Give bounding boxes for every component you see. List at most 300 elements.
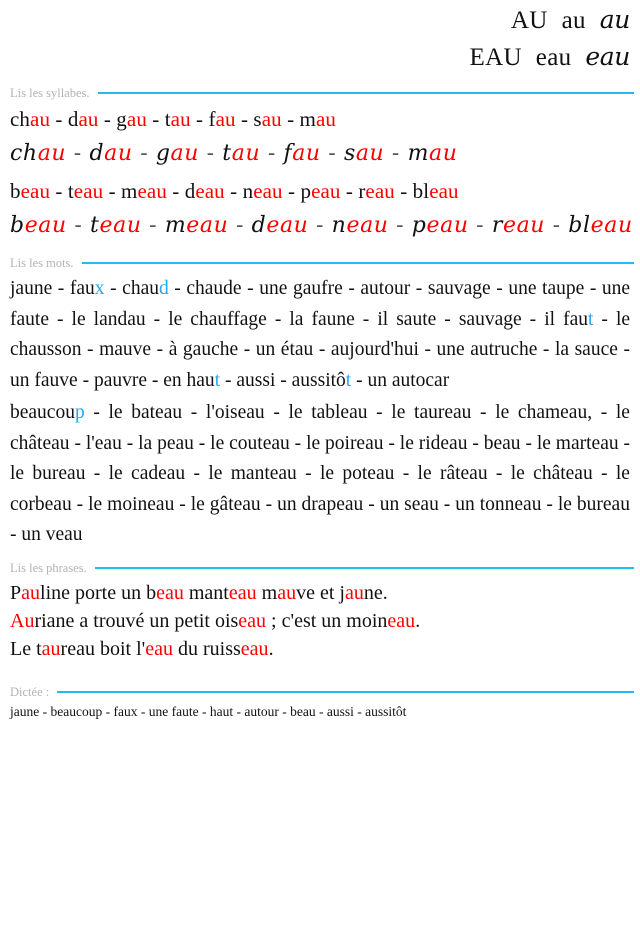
syllable xyxy=(116,107,147,131)
word xyxy=(88,494,174,515)
sentence-text: Le t xyxy=(10,637,42,660)
syllable-rime: au xyxy=(292,141,321,166)
syllable xyxy=(253,107,281,131)
syllable-onset: f xyxy=(208,107,216,131)
sentences-content xyxy=(6,579,634,663)
word-stem: l'oiseau xyxy=(205,402,265,423)
syllable-rime: au xyxy=(78,107,99,131)
separator: - xyxy=(282,179,301,203)
separator: - xyxy=(545,213,569,238)
syllable-rime: eau xyxy=(426,213,469,238)
word xyxy=(320,463,394,484)
syllable xyxy=(408,141,458,166)
word xyxy=(10,278,52,299)
syllable xyxy=(243,179,283,203)
word-stem: aujourd'hui xyxy=(330,339,419,360)
syllable-block-eau xyxy=(6,176,634,246)
word-stem: sauvage xyxy=(427,278,491,299)
word-stem: le château xyxy=(10,402,630,454)
syllable-rime: eau xyxy=(346,213,389,238)
word-stem: pauvre xyxy=(93,369,147,391)
word-stem: fau xyxy=(69,278,95,299)
sentence-text: m xyxy=(256,581,278,604)
grapheme-highlight: eau xyxy=(228,581,257,604)
word-stem: le bureau xyxy=(557,493,630,515)
word xyxy=(21,524,82,545)
header-row-au xyxy=(6,2,630,39)
word-stem: une autruche xyxy=(436,339,538,360)
syllable-rime: eau xyxy=(253,179,283,203)
syllable-rime: eau xyxy=(195,179,225,203)
word xyxy=(360,278,410,299)
syllable-onset: s xyxy=(253,107,262,131)
word-stem: le manteau xyxy=(208,463,297,484)
word xyxy=(495,402,592,423)
syllable xyxy=(568,213,632,238)
sentence-text: P xyxy=(10,581,22,604)
syllable-onset: t xyxy=(222,141,232,166)
word-stem: mauve xyxy=(99,339,152,360)
syllable-onset: d xyxy=(67,107,79,131)
word xyxy=(558,494,630,515)
syllable-row-au-cursive xyxy=(6,134,634,174)
separator: - xyxy=(146,107,165,131)
syllable-onset: m xyxy=(407,141,430,166)
word xyxy=(306,433,383,454)
separator: - xyxy=(260,141,284,166)
word-stem: une taupe xyxy=(508,278,585,299)
word-stem: il saute xyxy=(377,308,437,330)
syllable xyxy=(165,213,229,238)
word xyxy=(99,339,151,360)
separator: - xyxy=(166,179,185,203)
grapheme-highlight: eau xyxy=(240,637,269,660)
section-rule-dictation xyxy=(57,691,634,693)
silent-letter: t xyxy=(214,369,221,391)
syllable-block-au xyxy=(6,104,634,174)
separator: - xyxy=(281,107,300,131)
word-list-eau: beaucoup - le bateau - l'oiseau - le tableau - le taureau - le chameau, - le château - l'eau - la peau - le couteau - le poireau - le rideau - beau - le marteau - le bureau - le cadeau - le manteau - le poteau - le râteau - le château - le corbeau - le moineau - le gâteau - un drapeau - un seau - un tonneau - le bureau - un veau xyxy=(10,402,630,545)
word xyxy=(288,402,367,423)
separator: - xyxy=(50,179,68,203)
syllable xyxy=(413,179,459,203)
separator: - xyxy=(103,179,122,203)
syllable-onset: r xyxy=(358,179,366,203)
separator: - xyxy=(98,107,117,131)
syllable-onset: ch xyxy=(10,141,38,166)
header-row-eau xyxy=(6,39,630,76)
syllable-onset: s xyxy=(343,141,356,166)
syllable-onset: p xyxy=(411,213,427,238)
word xyxy=(418,463,488,484)
word-stem: le bureau xyxy=(10,463,86,484)
syllable-rime: au xyxy=(215,107,236,131)
syllable-rime: eau xyxy=(20,179,51,203)
syllables-content xyxy=(6,104,634,246)
syllable-rime: au xyxy=(315,107,336,131)
section-header-syllables xyxy=(6,86,634,100)
word xyxy=(10,463,85,484)
word-stem: le chameau xyxy=(495,402,588,423)
sentence-text: mant xyxy=(183,581,229,604)
word xyxy=(428,278,491,299)
syllable xyxy=(185,179,225,203)
word-stem: le tableau xyxy=(288,402,368,423)
separator: - xyxy=(224,179,243,203)
word-stem: chaude xyxy=(186,278,242,299)
syllable xyxy=(222,141,260,166)
syllable-rime: eau xyxy=(311,179,341,203)
word xyxy=(555,339,618,360)
grapheme-header xyxy=(6,0,634,76)
silent-letter: t xyxy=(345,369,352,391)
syllable xyxy=(10,141,66,166)
word xyxy=(109,402,183,423)
syllable-onset: m xyxy=(164,213,187,238)
silent-letter: p xyxy=(74,402,85,423)
section-label-sentences: Lis les phrases. xyxy=(10,560,87,575)
dictation-word: jaune xyxy=(10,703,40,719)
section-label-dictation: Dictée : xyxy=(10,684,50,699)
syllable xyxy=(300,179,340,203)
syllable xyxy=(165,107,191,131)
syllable-onset: m xyxy=(121,179,138,203)
word-stem: un seau xyxy=(379,493,439,515)
separator: - xyxy=(190,107,209,131)
word xyxy=(94,370,147,391)
word xyxy=(86,433,122,454)
grapheme-highlight: eau xyxy=(387,609,416,632)
syllable-rime: au xyxy=(37,141,67,166)
word xyxy=(206,402,265,423)
word xyxy=(292,370,352,391)
syllable-onset: t xyxy=(67,179,74,203)
syllable-rime: au xyxy=(429,141,458,166)
sentence-text: riane a trouvé un petit ois xyxy=(34,609,239,632)
separator: - xyxy=(394,179,413,203)
word-stem: le gâteau xyxy=(190,493,261,515)
syllable-onset: bl xyxy=(412,179,430,203)
syllable xyxy=(300,107,336,131)
separator: - xyxy=(235,107,254,131)
syllable-onset: t xyxy=(90,213,100,238)
syllable xyxy=(90,213,142,238)
sentence-text: . xyxy=(268,637,274,660)
section-header-dictation xyxy=(6,685,634,699)
grapheme-highlight: au xyxy=(277,581,297,604)
word-punctuation: , xyxy=(587,402,593,423)
dictation-word: haut xyxy=(209,703,234,719)
grapheme-highlight: au xyxy=(41,637,61,660)
separator: - xyxy=(384,141,408,166)
word-stem: le taureau xyxy=(391,402,472,423)
word xyxy=(484,433,521,454)
word-stem: le poireau xyxy=(306,432,384,454)
word-stem: le marteau xyxy=(536,432,619,454)
syllable-onset: ch xyxy=(10,107,31,131)
word xyxy=(169,339,238,360)
header-eau-uppercase: EAU xyxy=(469,44,522,71)
word xyxy=(122,278,169,299)
word-stem: en hau xyxy=(163,369,215,391)
syllable-rime: eau xyxy=(73,179,104,203)
grapheme-highlight: eau xyxy=(156,581,184,604)
syllable-rime: eau xyxy=(590,213,633,238)
word-list-au: jaune - faux - chaud - chaude - une gaufre - autour - sauvage - une taupe - une faute - le landau - le chauffage - la faune - il saute - sauvage - il faut - le chausson - mauve - à gauche - un étau - aujourd'hui - une autruche - la sauce - un fauve - pauvre - en haut - aussi - aussitôt - un autocar xyxy=(10,278,631,391)
dictation-word: beau xyxy=(290,703,316,719)
syllable-rime: au xyxy=(170,141,200,166)
word xyxy=(109,463,186,484)
syllable-rime: eau xyxy=(186,213,229,238)
section-rule-words xyxy=(82,262,634,264)
dictation-word: aussitôt xyxy=(365,703,407,719)
grapheme-highlight: Au xyxy=(10,609,35,632)
syllable-onset: t xyxy=(164,107,171,131)
word-stem: la sauce xyxy=(554,339,618,360)
word-stem: le cadeau xyxy=(108,463,186,484)
words-content xyxy=(6,274,634,551)
header-eau-lowercase: eau xyxy=(535,44,572,71)
word-stem: un fauve xyxy=(10,369,78,391)
word-stem: beau xyxy=(483,432,521,454)
word-stem: le râteau xyxy=(417,463,488,484)
syllable-onset: d xyxy=(89,141,105,166)
syllable xyxy=(68,179,103,203)
syllable xyxy=(10,213,67,238)
word-stem: il fau xyxy=(544,308,588,330)
word-stem: le château xyxy=(510,463,593,484)
syllable-rime: au xyxy=(170,107,191,131)
syllable xyxy=(344,141,384,166)
syllable xyxy=(121,179,167,203)
separator: - xyxy=(50,107,68,131)
syllable-onset: f xyxy=(283,141,293,166)
word-stem: une gaufre xyxy=(259,278,343,299)
word xyxy=(331,339,419,360)
header-eau-cursive: eau xyxy=(585,42,630,71)
word xyxy=(72,309,146,330)
word-stem: la peau xyxy=(138,432,194,454)
section-header-sentences xyxy=(6,561,634,575)
grapheme-highlight: eau xyxy=(238,609,267,632)
sentence-text: line porte un b xyxy=(40,581,157,604)
sentence-text: ne. xyxy=(363,581,388,604)
syllable xyxy=(492,213,545,238)
word xyxy=(10,402,85,423)
silent-letter: x xyxy=(94,278,105,299)
word-stem: le bateau xyxy=(108,402,183,423)
syllable-onset: d xyxy=(251,213,267,238)
syllable-onset: n xyxy=(331,213,347,238)
word xyxy=(208,463,296,484)
sentence-text: du ruiss xyxy=(173,637,241,660)
syllable xyxy=(68,107,99,131)
silent-letter: d xyxy=(158,278,169,299)
word xyxy=(191,494,261,515)
word-stem: autour xyxy=(360,278,411,299)
word-stem: un tonneau xyxy=(455,493,542,515)
word-stem: le chausson xyxy=(10,308,631,360)
sentence-text: reau boit l' xyxy=(60,637,146,660)
separator: - xyxy=(308,213,332,238)
word-stem: un drapeau xyxy=(277,493,364,515)
syllable-rime: au xyxy=(261,107,282,131)
syllable xyxy=(89,141,132,166)
syllable-rime: eau xyxy=(99,213,142,238)
word xyxy=(391,402,471,423)
syllable xyxy=(283,141,320,166)
syllable-row-eau-print xyxy=(6,176,634,206)
word xyxy=(277,494,363,515)
syllable-onset: b xyxy=(10,179,21,203)
syllable-onset: g xyxy=(116,107,127,131)
silent-letter: t xyxy=(587,308,594,330)
sentence-text: . xyxy=(415,609,421,632)
syllable-onset: n xyxy=(242,179,254,203)
header-au-cursive: au xyxy=(599,5,630,34)
separator: - xyxy=(141,213,165,238)
section-label-syllables: Lis les syllabes. xyxy=(10,86,90,100)
syllable-rime: eau xyxy=(24,213,67,238)
separator: - xyxy=(228,213,252,238)
word xyxy=(10,370,78,391)
section-rule-sentences xyxy=(95,567,634,569)
word xyxy=(380,494,439,515)
word xyxy=(163,370,220,391)
syllable xyxy=(332,213,389,238)
separator: - xyxy=(320,141,344,166)
word xyxy=(511,463,593,484)
syllable xyxy=(358,179,395,203)
dictation-word: faux xyxy=(113,703,138,719)
grapheme-highlight: eau xyxy=(145,637,173,660)
dictation-word: aussi xyxy=(326,703,354,719)
syllable xyxy=(156,141,199,166)
header-au-uppercase: AU xyxy=(510,7,548,34)
syllable-rime: au xyxy=(30,107,51,131)
grapheme-highlight: au xyxy=(344,581,364,604)
syllable-rime: eau xyxy=(502,213,546,238)
separator: - xyxy=(66,141,90,166)
word-stem: jaune xyxy=(10,278,53,299)
word-stem: le moineau xyxy=(88,493,175,515)
word-stem: le chauffage xyxy=(168,308,267,330)
syllable-onset: g xyxy=(155,141,171,166)
syllable-rime: eau xyxy=(365,179,395,203)
word xyxy=(138,433,194,454)
syllable xyxy=(10,107,50,131)
separator: - xyxy=(199,141,223,166)
word xyxy=(437,339,538,360)
syllable-onset: d xyxy=(184,179,196,203)
word-stem: le couteau xyxy=(210,432,290,454)
syllable-rime: eau xyxy=(137,179,167,203)
word-stem: une faute xyxy=(10,278,631,330)
word xyxy=(259,278,343,299)
syllable-rime: eau xyxy=(266,213,309,238)
separator: - xyxy=(388,213,412,238)
syllable xyxy=(10,179,50,203)
word xyxy=(186,278,241,299)
sentence xyxy=(10,635,634,663)
word-stem: aussi xyxy=(236,369,276,391)
dictation-word: une faute xyxy=(148,703,199,719)
word-stem: beaucou xyxy=(10,402,75,423)
word-stem: un étau xyxy=(255,339,314,360)
syllable xyxy=(209,107,236,131)
syllable xyxy=(252,213,309,238)
word xyxy=(400,433,468,454)
word xyxy=(210,433,290,454)
word xyxy=(459,309,522,330)
syllable-rime: eau xyxy=(429,179,459,203)
word xyxy=(377,309,436,330)
word xyxy=(168,309,267,330)
word xyxy=(367,370,449,391)
header-au-lowercase: au xyxy=(561,7,586,34)
dictation-word-list: jaune - beaucoup - faux - une faute - haut - autour - beau - aussi - aussitôt xyxy=(10,703,407,719)
word xyxy=(544,309,593,330)
section-label-words: Lis les mots. xyxy=(10,256,74,270)
word-stem: sauvage xyxy=(458,308,522,330)
separator: - xyxy=(66,213,91,238)
syllable-row-au-print xyxy=(6,104,634,134)
word-stem: un veau xyxy=(21,524,83,545)
word-stem: un autocar xyxy=(367,369,450,391)
syllable-onset: r xyxy=(491,213,503,238)
dictation-word: autour xyxy=(244,703,279,719)
syllable-onset: m xyxy=(299,107,316,131)
separator: - xyxy=(468,213,492,238)
word-stem: à gauche xyxy=(168,339,239,360)
word-stem: l'eau xyxy=(85,432,122,454)
sentence-text: ve et j xyxy=(296,581,345,604)
word xyxy=(70,278,105,299)
syllable xyxy=(412,213,469,238)
word xyxy=(256,339,314,360)
separator: - xyxy=(340,179,359,203)
word xyxy=(289,309,354,330)
sentence xyxy=(10,579,634,607)
word-stem: le corbeau xyxy=(10,463,630,515)
syllable-rime: au xyxy=(104,141,133,166)
word-stem: le landau xyxy=(71,308,146,330)
syllable-onset: b xyxy=(10,213,25,238)
word xyxy=(508,278,584,299)
word-stem: aussitô xyxy=(291,369,346,391)
word-stem: chau xyxy=(122,278,159,299)
syllable-rime: au xyxy=(355,141,385,166)
word-stem: le rideau xyxy=(399,432,468,454)
dictation-word: beaucoup xyxy=(50,703,103,719)
word-stem: le poteau xyxy=(319,463,395,484)
syllable-rime: au xyxy=(126,107,147,131)
word xyxy=(236,370,275,391)
syllable-onset: bl xyxy=(568,213,591,238)
section-rule-syllables xyxy=(98,92,634,94)
word xyxy=(537,433,619,454)
syllable-rime: au xyxy=(231,141,261,166)
sentence xyxy=(10,607,634,635)
word-stem: la faune xyxy=(289,308,355,330)
separator: - xyxy=(132,141,156,166)
syllable-row-eau-cursive xyxy=(6,206,634,246)
grapheme-highlight: au xyxy=(21,581,41,604)
sentence-text: ; c'est un moin xyxy=(266,609,388,632)
syllable-onset: p xyxy=(300,179,312,203)
section-header-words xyxy=(6,256,634,270)
word xyxy=(455,494,541,515)
